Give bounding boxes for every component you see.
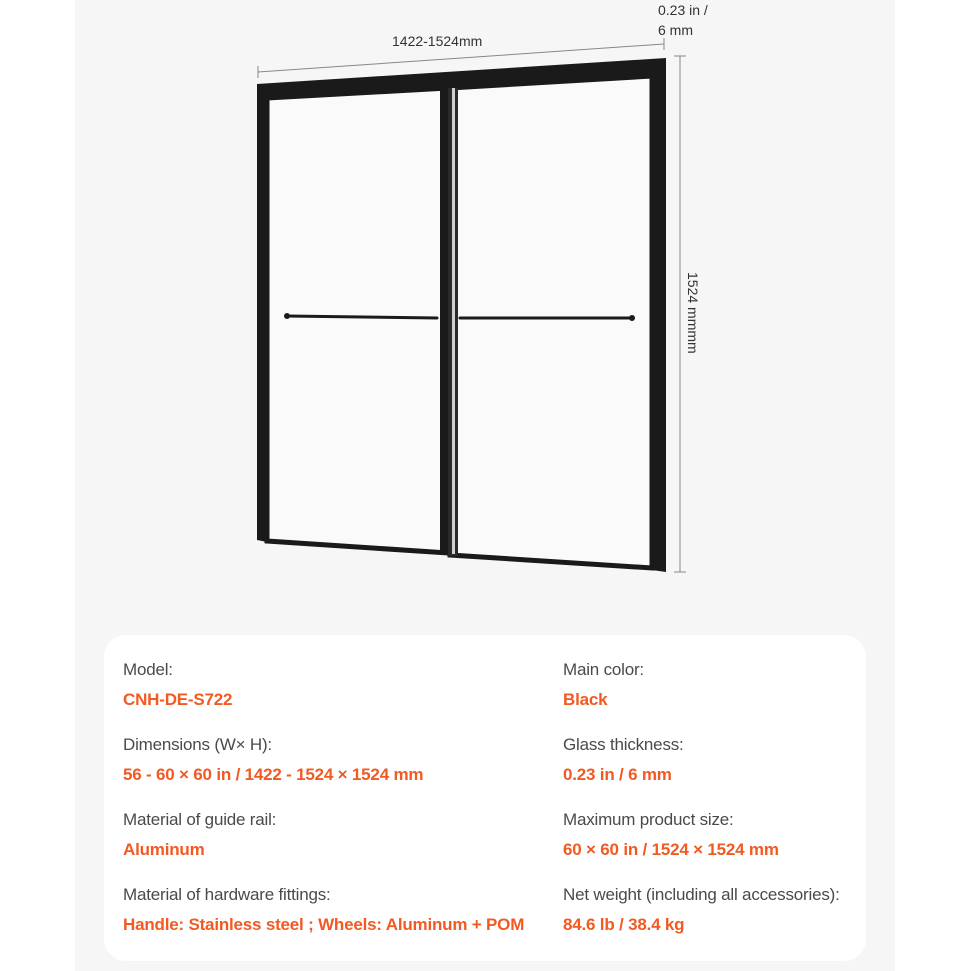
width-label: 1422-1524mm [392, 33, 483, 49]
spec-max-size [563, 810, 779, 860]
spec-hardware-label: Material of hardware fittings: [123, 885, 331, 904]
spec-guide-rail [123, 810, 276, 860]
thickness-label-line2: 6 mm [658, 22, 693, 38]
spec-model-value: CNH-DE-S722 [123, 690, 233, 709]
left-door-panel [267, 88, 449, 554]
spec-guide-rail-value: Aluminum [123, 840, 205, 859]
spec-net-weight-value: 84.6 lb / 38.4 kg [563, 915, 685, 934]
spec-main-color-label: Main color: [563, 660, 644, 679]
spec-glass-thickness [563, 735, 684, 785]
spec-hardware [123, 885, 524, 935]
spec-card [104, 635, 866, 961]
spec-glass-thickness-value: 0.23 in / 6 mm [563, 765, 672, 784]
spec-main-color [563, 660, 644, 710]
spec-net-weight-label: Net weight (including all accessories): [563, 885, 840, 904]
spec-guide-rail-label: Material of guide rail: [123, 810, 277, 829]
height-label: 1524 mmmm [685, 272, 701, 354]
spec-model [123, 660, 232, 710]
spec-main-color-value: Black [563, 690, 608, 709]
spec-model-label: Model: [123, 660, 173, 679]
spec-net-weight [563, 885, 840, 935]
spec-max-size-label: Maximum product size: [563, 810, 734, 829]
thickness-label-line1: 0.23 in / [658, 2, 708, 18]
spec-dimensions-label: Dimensions (W× H): [123, 735, 272, 754]
spec-dimensions [123, 735, 423, 785]
spec-hardware-value: Handle: Stainless steel ; Wheels: Aluminum + POM [123, 915, 525, 934]
spec-max-size-value: 60 × 60 in / 1524 × 1524 mm [563, 840, 779, 859]
spec-glass-thickness-label: Glass thickness: [563, 735, 684, 754]
spec-dimensions-value: 56 - 60 × 60 in / 1422 - 1524 × 1524 mm [123, 765, 424, 784]
thickness-dimension [658, 2, 708, 38]
height-dimension [674, 56, 701, 572]
right-door-panel [448, 76, 652, 568]
